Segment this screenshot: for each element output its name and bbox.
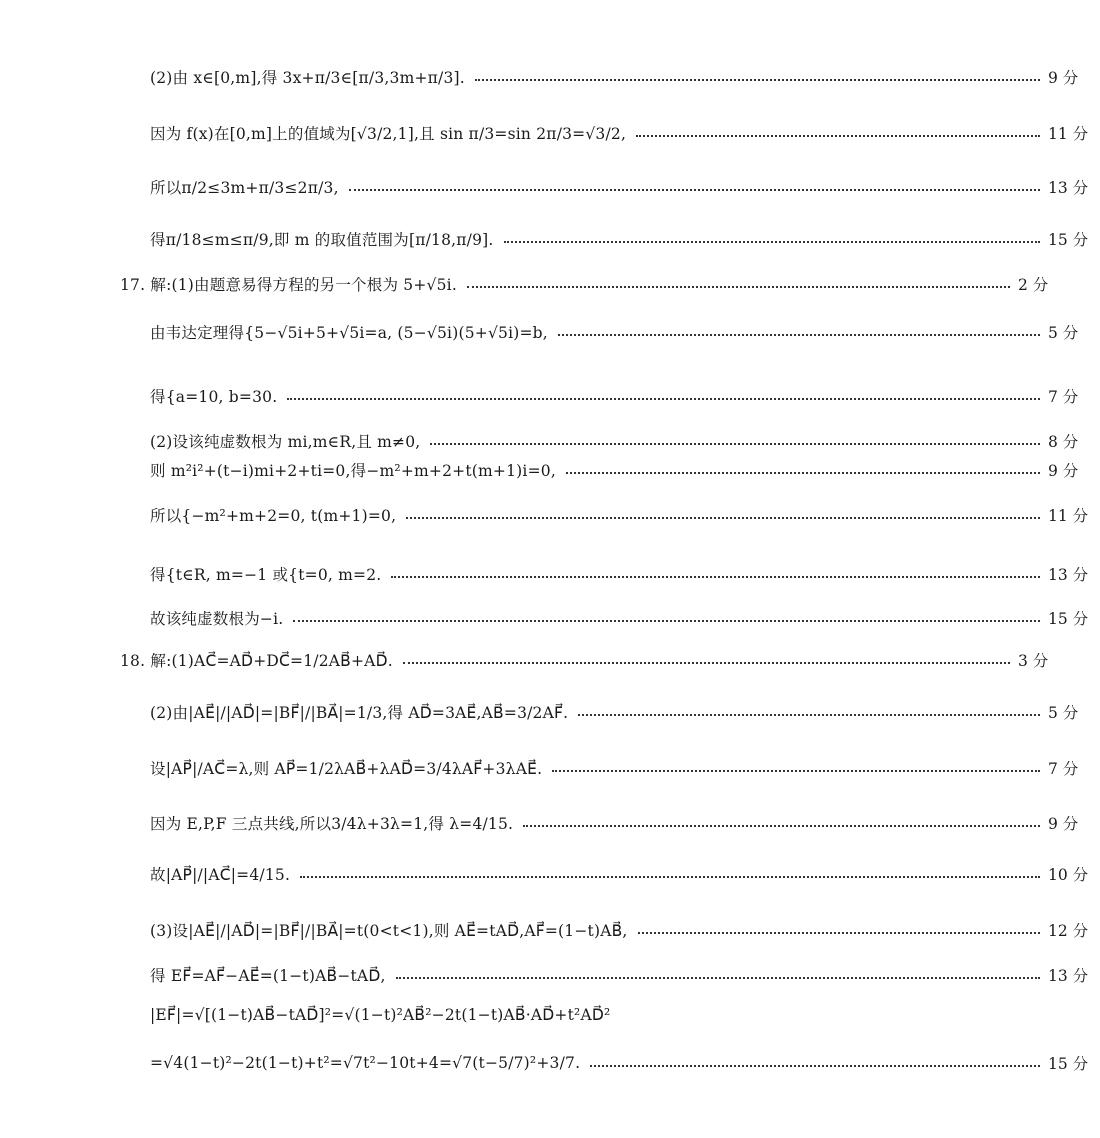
score-label: 7 分: [1048, 388, 1079, 406]
solution-line: [0, 606, 1100, 630]
line-text: (3)设|AE⃗|/|AD⃗|=|BF⃗|/|BA⃗|=t(0<t<1),则 AE⃗=tAD⃗,AF⃗=(1−t)AB⃗,: [150, 922, 628, 940]
leader-dots: [430, 442, 1040, 445]
line-text: =√4(1−t)²−2t(1−t)+t²=√7t²−10t+4=√7(t−5/7)²+3/7.: [150, 1054, 581, 1072]
line-text: 因为 E,P,F 三点共线,所以3/4λ+3λ=1,得 λ=4/15.: [150, 815, 514, 833]
score-label: 2 分: [1018, 276, 1049, 294]
solution-line: [0, 912, 1100, 948]
leader-dots: [475, 78, 1040, 81]
score-label: 8 分: [1048, 433, 1079, 451]
solution-line: [0, 380, 1100, 412]
solution-line: [0, 458, 1100, 482]
score-label: 5 分: [1048, 704, 1079, 722]
line-text: 18. 解:(1)AC⃗=AD⃗+DC⃗=1/2AB⃗+AD⃗.: [120, 652, 393, 670]
solution-line: [0, 1000, 1100, 1030]
leader-dots: [391, 575, 1040, 578]
solution-line: [0, 1046, 1100, 1080]
leader-dots: [406, 516, 1040, 519]
score-label: 5 分: [1048, 324, 1079, 342]
leader-dots: [349, 188, 1040, 191]
solution-line: [0, 172, 1100, 202]
solution-line: [0, 429, 1100, 453]
score-label: 13 分: [1048, 967, 1089, 985]
score-label: 3 分: [1018, 652, 1049, 670]
solution-line: [0, 499, 1100, 531]
leader-dots: [287, 397, 1040, 400]
line-text: 故|AP⃗|/|AC⃗|=4/15.: [150, 866, 291, 884]
line-text: 得π/18≤m≤π/9,即 m 的取值范围为[π/18,π/9].: [150, 231, 494, 249]
line-text: 得 EF⃗=AF⃗−AE⃗=(1−t)AB⃗−tAD⃗,: [150, 967, 386, 985]
solution-line: [0, 64, 1100, 90]
score-label: 15 分: [1048, 1055, 1089, 1073]
leader-dots: [558, 333, 1040, 336]
line-text: 得{a=10, b=30.: [150, 388, 278, 406]
line-text: 则 m²i²+(t−i)mi+2+ti=0,得−m²+m+2+t(m+1)i=0,: [150, 462, 556, 480]
line-text: (2)设该纯虚数根为 mi,m∈R,且 m≠0,: [150, 433, 421, 451]
solution-line: [0, 272, 1070, 296]
line-text: (2)由 x∈[0,m],得 3x+π/3∈[π/3,3m+π/3].: [150, 69, 465, 87]
leader-dots: [467, 285, 1010, 288]
line-text: 所以π/2≤3m+π/3≤2π/3,: [150, 179, 339, 197]
leader-dots: [300, 875, 1040, 878]
leader-dots: [638, 931, 1040, 934]
score-label: 10 分: [1048, 866, 1089, 884]
solution-line: [0, 316, 1100, 348]
solution-line: [0, 694, 1100, 730]
leader-dots: [403, 661, 1010, 664]
score-label: 15 分: [1048, 610, 1089, 628]
leader-dots: [590, 1064, 1040, 1067]
leader-dots: [552, 769, 1040, 772]
solution-line: [0, 224, 1100, 254]
line-text: 得{t∈R, m=−1 或{t=0, m=2.: [150, 566, 382, 584]
leader-dots: [293, 619, 1040, 622]
leader-dots: [636, 134, 1040, 137]
score-label: 11 分: [1048, 507, 1089, 525]
score-label: 12 分: [1048, 922, 1089, 940]
score-label: 7 分: [1048, 760, 1079, 778]
solution-line: [0, 806, 1100, 840]
line-text: 故该纯虚数根为−i.: [150, 610, 284, 628]
line-text: 由韦达定理得{5−√5i+5+√5i=a, (5−√5i)(5+√5i)=b,: [150, 324, 548, 342]
line-text: 因为 f(x)在[0,m]上的值域为[√3/2,1],且 sin π/3=sin 2π/3=√3/2,: [150, 125, 627, 143]
leader-dots: [566, 471, 1040, 474]
leader-dots: [396, 976, 1040, 979]
score-label: 11 分: [1048, 125, 1089, 143]
line-text: 所以{−m²+m+2=0, t(m+1)=0,: [150, 507, 397, 525]
solution-line: [0, 962, 1100, 988]
solution-line: [0, 856, 1100, 892]
leader-dots: [504, 240, 1040, 243]
score-label: 13 分: [1048, 566, 1089, 584]
leader-dots: [578, 713, 1040, 716]
line-text: 设|AP⃗|/AC⃗=λ,则 AP⃗=1/2λAB⃗+λAD⃗=3/4λAF⃗+3λAE⃗.: [150, 760, 543, 778]
leader-dots: [523, 824, 1040, 827]
score-label: 9 分: [1048, 69, 1079, 87]
score-label: 13 分: [1048, 179, 1089, 197]
score-label: 9 分: [1048, 815, 1079, 833]
solution-line: [0, 558, 1100, 590]
line-text: |EF⃗|=√[(1−t)AB⃗−tAD⃗]²=√(1−t)²AB⃗²−2t(1−t)AB⃗·AD⃗+t²AD⃗²: [150, 1006, 611, 1024]
line-text: (2)由|AE⃗|/|AD⃗|=|BF⃗|/|BA⃗|=1/3,得 AD⃗=3AE⃗,AB⃗=3/2AF⃗.: [150, 704, 569, 722]
score-label: 15 分: [1048, 231, 1089, 249]
solution-line: [0, 750, 1100, 786]
solution-line: [0, 118, 1100, 148]
score-label: 9 分: [1048, 462, 1079, 480]
solution-line: [0, 646, 1070, 674]
line-text: 17. 解:(1)由题意易得方程的另一个根为 5+√5i.: [120, 276, 457, 294]
